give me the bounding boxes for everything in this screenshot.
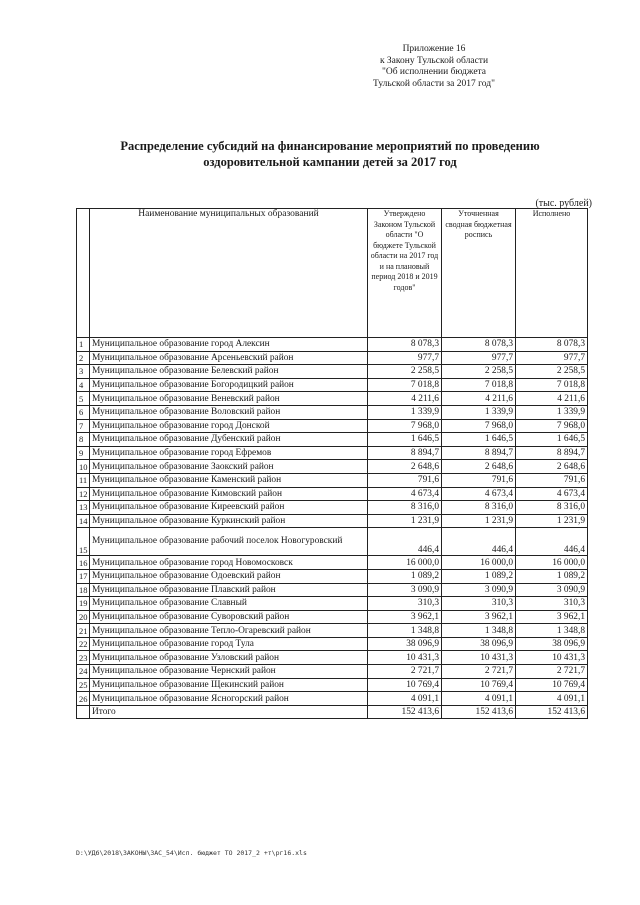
appendix-line-4: Тульской области за 2017 год" [373, 78, 495, 89]
row-executed: 16 000,0 [516, 556, 588, 570]
row-name: Муниципальное образование Заокский район [90, 460, 368, 474]
row-number: 10 [77, 460, 90, 474]
row-approved: 8 894,7 [368, 446, 442, 460]
total-approved: 152 413,6 [368, 705, 442, 719]
row-approved: 1 089,2 [368, 569, 442, 583]
row-executed: 1 646,5 [516, 433, 588, 447]
row-revised: 8 894,7 [442, 446, 516, 460]
appendix-line-1: Приложение 16 [402, 44, 466, 54]
row-name: Муниципальное образование Каменский район [90, 473, 368, 487]
row-number: 14 [77, 514, 90, 528]
total-number [77, 705, 90, 719]
row-number: 11 [77, 473, 90, 487]
row-revised: 2 648,6 [442, 460, 516, 474]
row-number: 19 [77, 597, 90, 611]
row-executed: 2 648,6 [516, 460, 588, 474]
row-name: Муниципальное образование Белевский район [90, 365, 368, 379]
appendix-line-3: "Об исполнении бюджета [381, 67, 487, 77]
table-row [77, 378, 588, 392]
total-executed: 152 413,6 [516, 705, 588, 719]
row-executed: 2 258,5 [516, 365, 588, 379]
row-approved: 38 096,9 [368, 637, 442, 651]
row-revised: 4 673,4 [442, 487, 516, 501]
row-approved: 7 968,0 [368, 419, 442, 433]
row-name: Муниципальное образование Богородицкий район [90, 378, 368, 392]
row-approved: 310,3 [368, 597, 442, 611]
row-approved: 2 258,5 [368, 365, 442, 379]
row-revised: 1 339,9 [442, 405, 516, 419]
table-row [77, 419, 588, 433]
units-label: (тыс. рублей) [535, 198, 592, 209]
row-revised: 7 018,8 [442, 378, 516, 392]
row-name: Муниципальное образование Славный [90, 597, 368, 611]
table-row [77, 338, 588, 352]
row-number: 4 [77, 378, 90, 392]
row-executed: 3 962,1 [516, 610, 588, 624]
row-executed: 1 089,2 [516, 569, 588, 583]
row-revised: 1 646,5 [442, 433, 516, 447]
document-title: Распределение субсидий на финансирование мероприятий по проведению оздоровительной кампании детей за 2017 год [120, 139, 540, 169]
row-number: 23 [77, 651, 90, 665]
row-name: Муниципальное образование Кимовский район [90, 487, 368, 501]
row-approved: 791,6 [368, 473, 442, 487]
row-approved: 1 231,9 [368, 514, 442, 528]
row-name: Муниципальное образование город Алексин [90, 338, 368, 352]
row-approved: 4 211,6 [368, 392, 442, 406]
row-number: 17 [77, 569, 90, 583]
row-approved: 4 673,4 [368, 487, 442, 501]
table-row [77, 597, 588, 611]
row-approved: 16 000,0 [368, 556, 442, 570]
table-row [77, 460, 588, 474]
row-name: Муниципальное образование Куркинский район [90, 514, 368, 528]
table-row [77, 569, 588, 583]
row-number: 15 [77, 528, 90, 556]
row-executed: 7 968,0 [516, 419, 588, 433]
row-number: 1 [77, 338, 90, 352]
row-name: Муниципальное образование Узловский район [90, 651, 368, 665]
row-executed: 1 348,8 [516, 624, 588, 638]
row-approved: 2 648,6 [368, 460, 442, 474]
row-number: 16 [77, 556, 90, 570]
table-row [77, 528, 588, 556]
row-revised: 38 096,9 [442, 637, 516, 651]
row-name: Муниципальное образование город Ефремов [90, 446, 368, 460]
row-executed: 10 769,4 [516, 678, 588, 692]
row-executed: 2 721,7 [516, 665, 588, 679]
row-approved: 10 769,4 [368, 678, 442, 692]
row-name: Муниципальное образование Арсеньевский район [90, 351, 368, 365]
row-number: 12 [77, 487, 90, 501]
table-row [77, 446, 588, 460]
row-executed: 310,3 [516, 597, 588, 611]
row-number: 20 [77, 610, 90, 624]
table-row [77, 351, 588, 365]
row-revised: 791,6 [442, 473, 516, 487]
row-name: Муниципальное образование Ясногорский район [90, 692, 368, 706]
row-executed: 7 018,8 [516, 378, 588, 392]
row-executed: 8 894,7 [516, 446, 588, 460]
row-approved: 1 646,5 [368, 433, 442, 447]
row-name: Муниципальное образование Дубенский район [90, 433, 368, 447]
table-header-row [77, 209, 588, 338]
table-body [77, 338, 588, 719]
table-row [77, 433, 588, 447]
row-number: 18 [77, 583, 90, 597]
row-revised: 4 211,6 [442, 392, 516, 406]
row-revised: 2 258,5 [442, 365, 516, 379]
total-row [77, 705, 588, 719]
row-executed: 3 090,9 [516, 583, 588, 597]
row-revised: 8 078,3 [442, 338, 516, 352]
header-number [77, 209, 90, 338]
row-approved: 10 431,3 [368, 651, 442, 665]
total-label: Итого [90, 705, 368, 719]
row-revised: 8 316,0 [442, 501, 516, 515]
row-executed: 446,4 [516, 528, 588, 556]
row-revised: 10 769,4 [442, 678, 516, 692]
row-number: 25 [77, 678, 90, 692]
row-approved: 977,7 [368, 351, 442, 365]
row-revised: 16 000,0 [442, 556, 516, 570]
table-row [77, 583, 588, 597]
row-number: 13 [77, 501, 90, 515]
subsidy-table [76, 208, 588, 719]
table-row [77, 365, 588, 379]
row-executed: 1 339,9 [516, 405, 588, 419]
row-revised: 310,3 [442, 597, 516, 611]
row-executed: 8 078,3 [516, 338, 588, 352]
header-approved: Утверждено Законом Тульской области "О бюджете Тульской области на 2017 год и на плановый период 2018 и 2019 годов" [368, 209, 442, 338]
row-name: Муниципальное образование город Новомосковск [90, 556, 368, 570]
row-number: 3 [77, 365, 90, 379]
row-revised: 3 090,9 [442, 583, 516, 597]
row-revised: 1 348,8 [442, 624, 516, 638]
row-number: 26 [77, 692, 90, 706]
row-executed: 38 096,9 [516, 637, 588, 651]
row-approved: 2 721,7 [368, 665, 442, 679]
table-row [77, 692, 588, 706]
row-executed: 10 431,3 [516, 651, 588, 665]
row-approved: 8 316,0 [368, 501, 442, 515]
row-name: Муниципальное образование Тепло-Огаревский район [90, 624, 368, 638]
row-number: 22 [77, 637, 90, 651]
row-name: Муниципальное образование Веневский район [90, 392, 368, 406]
row-number: 8 [77, 433, 90, 447]
total-revised: 152 413,6 [442, 705, 516, 719]
table-row [77, 473, 588, 487]
row-revised: 10 431,3 [442, 651, 516, 665]
row-approved: 4 091,1 [368, 692, 442, 706]
row-number: 21 [77, 624, 90, 638]
table-row [77, 624, 588, 638]
row-name: Муниципальное образование Одоевский район [90, 569, 368, 583]
row-approved: 3 090,9 [368, 583, 442, 597]
row-executed: 791,6 [516, 473, 588, 487]
table-row [77, 514, 588, 528]
table-row [77, 556, 588, 570]
row-number: 9 [77, 446, 90, 460]
table-row [77, 405, 588, 419]
row-revised: 4 091,1 [442, 692, 516, 706]
row-number: 5 [77, 392, 90, 406]
file-path-footer: D:\УДб\2018\ЗАКОНЫ\ЗАС_54\Исп. бюджет ТО 2017_2 +т\рг16.xls [76, 849, 307, 857]
row-name: Муниципальное образование Щекинский район [90, 678, 368, 692]
row-executed: 4 673,4 [516, 487, 588, 501]
row-approved: 8 078,3 [368, 338, 442, 352]
appendix-line-2: к Закону Тульской области [379, 55, 489, 66]
row-name: Муниципальное образование Чернский район [90, 665, 368, 679]
header-name: Наименование муниципальных образований [90, 209, 368, 338]
header-revised: Уточненная сводная бюджетная роспись [442, 209, 516, 338]
row-name: Муниципальное образование Суворовский район [90, 610, 368, 624]
row-approved: 1 348,8 [368, 624, 442, 638]
row-revised: 3 962,1 [442, 610, 516, 624]
row-number: 2 [77, 351, 90, 365]
row-name: Муниципальное образование Киреевский район [90, 501, 368, 515]
row-name: Муниципальное образование город Донской [90, 419, 368, 433]
row-executed: 4 091,1 [516, 692, 588, 706]
row-approved: 446,4 [368, 528, 442, 556]
table-row [77, 637, 588, 651]
table-row [77, 487, 588, 501]
row-revised: 2 721,7 [442, 665, 516, 679]
header-executed: Исполнено [516, 209, 588, 338]
table-row [77, 651, 588, 665]
row-revised: 446,4 [442, 528, 516, 556]
row-name: Муниципальное образование город Тула [90, 637, 368, 651]
row-executed: 977,7 [516, 351, 588, 365]
row-name: Муниципальное образование Воловский район [90, 405, 368, 419]
table-row [77, 665, 588, 679]
row-number: 6 [77, 405, 90, 419]
row-revised: 1 089,2 [442, 569, 516, 583]
row-name: Муниципальное образование Плавский район [90, 583, 368, 597]
row-number: 7 [77, 419, 90, 433]
table-row [77, 501, 588, 515]
row-executed: 1 231,9 [516, 514, 588, 528]
row-approved: 3 962,1 [368, 610, 442, 624]
row-name: Муниципальное образование рабочий поселок Новогуровский [90, 528, 368, 556]
row-executed: 4 211,6 [516, 392, 588, 406]
row-approved: 7 018,8 [368, 378, 442, 392]
row-number: 24 [77, 665, 90, 679]
appendix-note [314, 44, 554, 90]
row-revised: 977,7 [442, 351, 516, 365]
table-row [77, 610, 588, 624]
row-revised: 1 231,9 [442, 514, 516, 528]
row-executed: 8 316,0 [516, 501, 588, 515]
table-row [77, 678, 588, 692]
row-approved: 1 339,9 [368, 405, 442, 419]
row-revised: 7 968,0 [442, 419, 516, 433]
table-row [77, 392, 588, 406]
